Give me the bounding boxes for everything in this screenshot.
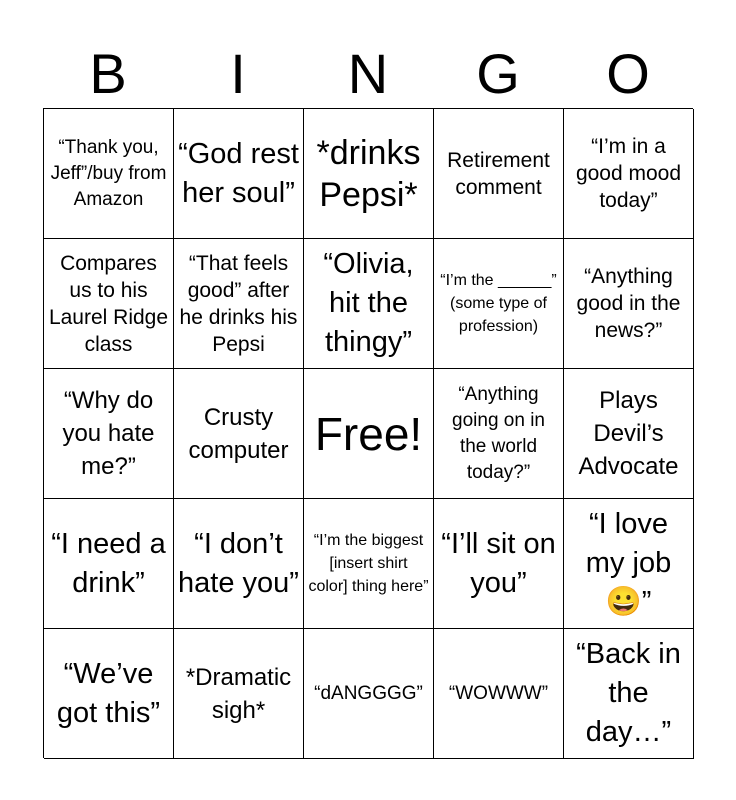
cell-text: *Dramatic sigh* [185,663,292,724]
bingo-header [43,40,693,108]
header-letter-i: I [230,42,246,105]
header-letter-o: O [606,42,650,105]
bingo-cell[interactable] [434,629,564,759]
cell-text: Crusty computer [188,403,289,464]
cell-text: “I need a drink” [51,527,166,599]
header-letter-n: N [347,42,389,105]
cell-text: “God rest her soul” [178,137,299,209]
bingo-card-grid [43,108,693,758]
bingo-cell[interactable] [564,499,694,629]
cell-text: “Anything going on in the world today?” [452,383,545,483]
bingo-cell[interactable] [44,369,174,499]
free-space-text: Free! [314,407,423,460]
bingo-cell[interactable] [174,109,304,239]
cell-text: *drinks Pepsi* [316,133,421,214]
bingo-cell[interactable] [434,369,564,499]
cell-text: “That feels good” after he drinks his Pepsi [179,251,298,356]
bingo-cell[interactable] [174,239,304,369]
cell-text: “dANGGGG” [314,682,423,704]
cell-text: “WOWWW” [448,682,549,704]
bingo-cell[interactable] [44,629,174,759]
cell-text: Retirement comment [447,148,550,199]
cell-text: “I’m the ______” (some type of profession) [440,272,557,335]
bingo-cell[interactable] [304,499,434,629]
bingo-cell[interactable] [174,629,304,759]
header-letter-g: G [476,42,520,105]
cell-text: “We’ve got this” [56,657,161,729]
bingo-cell[interactable] [174,499,304,629]
bingo-cell[interactable] [304,629,434,759]
bingo-cell[interactable] [564,109,694,239]
cell-text: “I’m in a good mood today” [575,135,682,212]
bingo-cell[interactable] [434,499,564,629]
bingo-cell[interactable] [174,369,304,499]
cell-text: Plays Devil’s Advocate [578,387,679,480]
cell-text: “Back in the day…” [576,638,681,748]
cell-text: “I’ll sit on you” [441,527,556,599]
bingo-cell[interactable] [304,239,434,369]
cell-text: “Thank you, Jeff”/buy from Amazon [50,136,167,210]
cell-text: “Why do you hate me?” [62,387,155,480]
header-letter-b: B [89,42,127,105]
bingo-cell[interactable] [564,369,694,499]
bingo-cell[interactable] [564,239,694,369]
cell-text: “I don’t hate you” [178,527,299,599]
bingo-cell[interactable] [44,239,174,369]
bingo-cell[interactable] [434,109,564,239]
cell-text: “I’m the biggest [insert shirt color] thing here” [308,532,429,595]
bingo-cell[interactable] [434,239,564,369]
bingo-cell[interactable] [44,109,174,239]
cell-text: “I love my job 😀” [585,508,672,618]
bingo-cell[interactable] [304,109,434,239]
cell-text: Compares us to his Laurel Ridge class [48,251,169,356]
bingo-cell-free[interactable] [304,369,434,499]
bingo-cell[interactable] [564,629,694,759]
bingo-cell[interactable] [44,499,174,629]
cell-text: “Anything good in the news?” [576,265,681,342]
cell-text: “Olivia, hit the thingy” [323,248,414,358]
